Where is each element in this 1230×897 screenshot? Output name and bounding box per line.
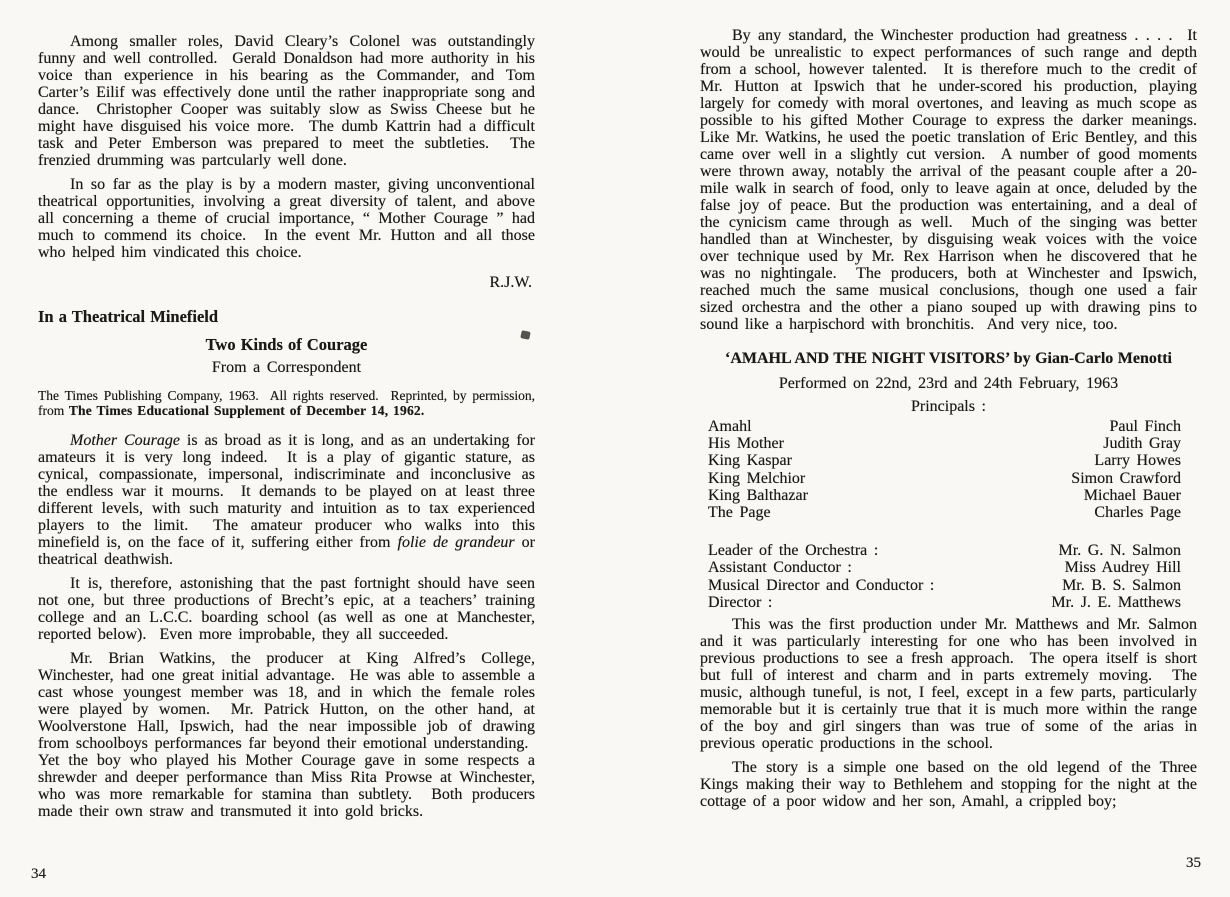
cast-actor: Simon Crawford <box>1071 469 1181 487</box>
staff-row <box>708 559 1181 576</box>
byline: From a Correspondent <box>211 359 362 376</box>
cast-role: His Mother <box>708 435 784 453</box>
paragraph-first-production: This was the first production under Mr. Matthews and Mr. Salmon and it was particularly interesting for one who has been involved in previous productions to see a fresh approach. The opera itself is short but full of interest and charm and in parts extremely moving. The music, although tuneful, is not, I feel, except in a few parts, particularly memorable but it is certainly true that it is much more within the range of the boy and girl singers than was true of some of the arias in previous operatic productions in the school. <box>700 616 1197 753</box>
paragraph-text: or theatrical deathwish. <box>38 533 535 568</box>
cast-row <box>708 470 1181 487</box>
principals-label: Principals : <box>910 398 987 415</box>
cast-role: King Kaspar <box>708 452 792 470</box>
production-staff-list <box>700 542 1197 611</box>
page-number-left: 34 <box>31 866 46 882</box>
cast-row <box>708 487 1181 504</box>
cast-actor: Paul Finch <box>1109 418 1181 435</box>
cast-actor: Charles Page <box>1094 504 1181 522</box>
staff-row <box>708 594 1181 611</box>
cast-list <box>700 418 1197 521</box>
cast-actor: Judith Gray <box>1103 435 1181 453</box>
section-heading: In a Theatrical Minefield <box>38 307 219 326</box>
staff-role: Musical Director and Conductor : <box>708 576 935 594</box>
copyright-note-source: The Times Educational Supplement of December 14, 1962. <box>68 402 425 418</box>
cast-row <box>708 435 1181 452</box>
cast-role: King Melchior <box>708 469 806 487</box>
cast-role: The Page <box>708 504 771 522</box>
staff-row <box>708 577 1181 594</box>
author-initials: R.J.W. <box>489 274 532 291</box>
performance-dates: Performed on 22nd, 23rd and 24th February, 1963 <box>778 375 1119 392</box>
cast-row <box>708 504 1181 521</box>
staff-role: Director : <box>708 593 773 611</box>
paragraph-fortnight: It is, therefore, astonishing that the past fortnight should have seen not one, but three productions of Brecht’s epic, at a teachers’ training college and an L.C.C. boarding school (as well as one at Manchester, reported below). Even more improbable, they all succeeded. <box>38 574 535 643</box>
staff-name: Mr. G. N. Salmon <box>1058 542 1181 560</box>
staff-name: Mr. J. E. Matthews <box>1051 593 1181 611</box>
paragraph-text: is as broad as it is long, and as an undertaking for amateurs it is very long indeed. It is a play of gigantic stature, as cynical, compassionate, impersonal, indiscriminate and inconclusive as the endless war it mourns. It demands to be played on at least three different levels, with such maturity and intuition as to tax experienced players to the limit. The amateur producer who walks into this minefield is, on the face of it, suffering either from <box>38 431 536 551</box>
page-number-right: 35 <box>1186 855 1201 871</box>
paragraph-story: The story is a simple one based on the old legend of the Three Kings making their way to Bethlehem and stopping for the night at the cottage of a poor widow and her son, Amahl, a crippled boy; <box>700 759 1197 811</box>
italic-play-title: Mother Courage <box>70 431 180 449</box>
cast-row <box>708 418 1181 435</box>
cast-actor: Michael Bauer <box>1083 486 1181 504</box>
paragraph-watkins-hutton: Mr. Brian Watkins, the producer at King Alfred’s College, Winchester, had one great initial advantage. He was able to assemble a cast whose youngest member was 18, and in which the female roles were played by women. Mr. Patrick Hutton, on the other hand, at Woolverstone Hall, Ipswich, had the near impossible job of drawing from schoolboys performances far beyond their emotional understanding. Yet the boy who played his Mother Courage gave in some respects a shrewder and deeper performance than Miss Rita Prowse at Winchester, who was more remarkable for stamina than subtlety. Both producers made their own straw and transmuted it into gold bricks. <box>38 649 535 820</box>
scan-artifact <box>520 330 530 340</box>
staff-role: Leader of the Orchestra : <box>708 542 879 560</box>
cast-role: Amahl <box>708 418 752 435</box>
staff-name: Mr. B. S. Salmon <box>1062 576 1181 594</box>
staff-name: Miss Audrey Hill <box>1064 559 1181 577</box>
staff-role: Assistant Conductor : <box>708 559 852 577</box>
cast-row <box>708 452 1181 469</box>
left-page-column <box>38 33 535 820</box>
right-page-column <box>700 27 1197 810</box>
copyright-note-text: The Times Publishing Company, 1963. All rights reserved. Reprinted, by permission, from <box>38 388 535 418</box>
italic-french-phrase: folie de grandeur <box>397 533 515 551</box>
cast-role: King Balthazar <box>708 486 808 504</box>
paragraph-smaller-roles: Among smaller roles, David Cleary’s Colonel was outstandingly funny and well controlled. Gerald Donaldson had more authority in his voice than experience in his bearing as the Commander, and Tom Carter’s Eilif was effectively done until the rather inappropriate song and dance. Christopher Cooper was suitably slow as Swiss Cheese but he might have disguised his voice more. The dumb Kattrin had a difficult task and Peter Emberson was prepared to meet the subtleties. The frenzied drumming was partcularly well done. <box>38 33 535 169</box>
paragraph-modern-master: In so far as the play is by a modern master, giving unconventional theatrical opportunities, involving a great diversity of talent, and above all concerning a theme of crucial importance, “ Mother Courage ” had much to commend its choice. In the event Mr. Hutton and all those who helped him vindicated this choice. <box>38 176 535 261</box>
paragraph-winchester-greatness: By any standard, the Winchester production had greatness . . . . It would be unrealistic to expect performances of such range and depth from a school, however talented. It is therefore much to the credit of Mr. Hutton at Ipswich that he under-scored his production, playing largely for comedy with moral overtones, and leaving as much scope as possible to his gifted Mother Courage to express the darker meanings. Like Mr. Watkins, he used the poetic translation of Eric Bentley, and this came over well in a slightly cut version. A number of good moments were thrown away, notably the arrival of the peasant couple after a 20-mile walk in search of food, only to leave again at once, deluded by the false joy of peace. But the production was entertaining, and a deal of the cynicism came through as well. Much of the singing was better handled than at Winchester, by disguising weak voices with the voice over technique used by Mr. Rex Harrison when he discovered that he was no nightingale. The producers, both at Winchester and Ipswich, reached much the same musical conclusions, though one used a fair sized orchestra and the other a piano souped up with drawing pins to sound like a harpischord with bronchitis. And very nice, too. <box>700 27 1197 333</box>
cast-actor: Larry Howes <box>1094 452 1181 470</box>
copyright-note <box>38 389 535 418</box>
article-title: Two Kinds of Courage <box>205 335 368 354</box>
amahl-heading: ‘AMAHL AND THE NIGHT VISITORS’ by Gian-Carlo Menotti <box>725 350 1172 367</box>
paragraph-mother-courage <box>38 432 535 568</box>
staff-row <box>708 542 1181 559</box>
